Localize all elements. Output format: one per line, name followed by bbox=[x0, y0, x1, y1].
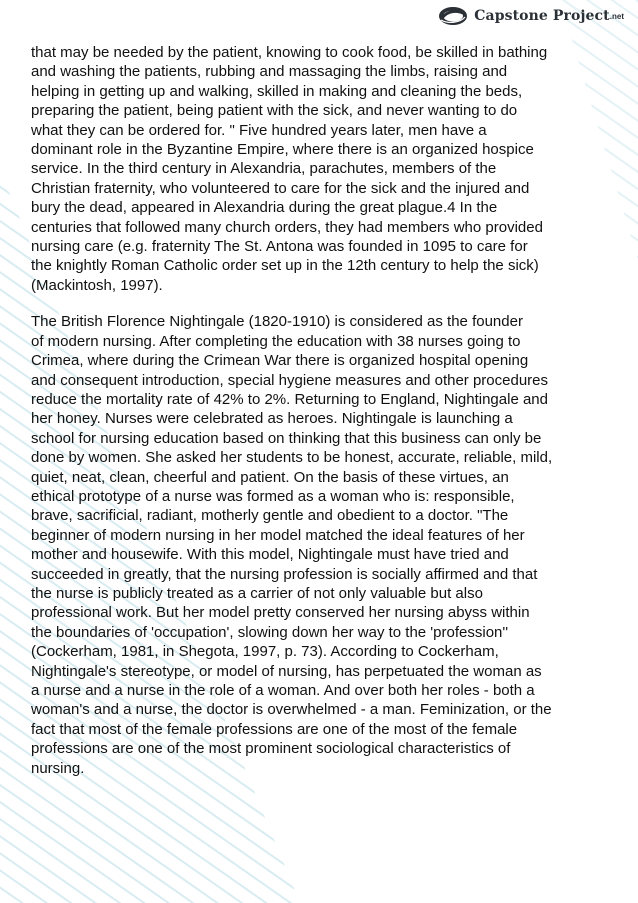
paragraph-2: The British Florence Nightingale (1820-1910) is considered as the founder of modern nursing. After completing the education with 38 nurses going to Crimea, where during the Crimean War there is organized hospital opening and consequent introduction, special hygiene measures and other procedures reduce the mortality rate of 42% to 2%. Returning to England, Nightingale and her honey. Nurses were celebrated as heroes. Nightingale is launching a school for nursing education based on thinking that this business can only be done by women. She asked her students to be honest, accurate, reliable, mild, quiet, neat, clean, cheerful and patient. On the basis of these virtues, an ethical prototype of a nurse was formed as a woman who is: responsible, brave, sacrificial, radiant, motherly gentle and obedient to a doctor. "The beginner of modern nursing in her model matched the ideal features of her mother and housewife. With this model, Nightingale must have tried and succeeded in greatly, that the nursing profession is socially affirmed and that the nurse is publicly treated as a carrier of not only valuable but also professional work. But her model pretty conserved her nursing abyss within the boundaries of 'occupation', slowing down her way to the 'profession'' (Cockerham, 1981, in Shegota, 1997, p. 73). According to Cockerham, Nightingale's stereotype, or model of nursing, has perpetuated the woman as a nurse and a nurse in the role of a woman. And over both her roles - both a woman's and a nurse, the doctor is overwhelmed - a man. Feminization, or the fact that most of the female professions are one of the most of the female professions are one of the most prominent sociological characteristics of nursing. bbox=[31, 313, 553, 777]
capstone-swirl-logo-icon bbox=[438, 6, 468, 26]
document-body bbox=[31, 43, 611, 778]
paragraph-1: that may be needed by the patient, knowing to cook food, be skilled in bathing and washing the patients, rubbing and massaging the limbs, raising and helping in getting up and walking, skilled in making and cleaning the beds, preparing the patient, being patient with the sick, and never wanting to do what they can be ordered for. " Five hundred years later, men have a dominant role in the Byzantine Empire, where there is an organized hospice service. In the third century in Alexandria, parachutes, members of the Christian fraternity, who volunteered to care for the sick and the injured and bury the dead, appeared in Alexandria during the great plague.4 In the centuries that followed many church orders, they had members who provided nursing care (e.g. fraternity The St. Antona was founded in 1095 to care for the knightly Roman Catholic order set up in the 12th century to help the sick) (Mackintosh, 1997). bbox=[31, 44, 548, 294]
logo-name: Capstone Project bbox=[474, 8, 610, 24]
capstone-logo bbox=[438, 6, 624, 26]
logo-suffix: .net bbox=[609, 11, 624, 21]
